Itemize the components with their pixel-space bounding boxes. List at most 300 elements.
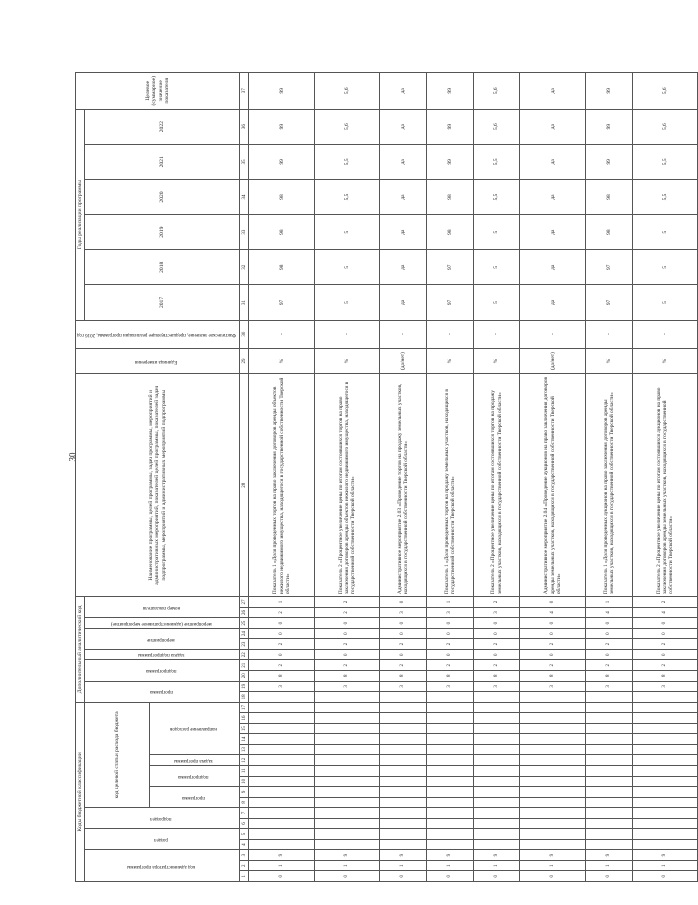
code-cell — [249, 723, 314, 734]
column-index-cell: 8 — [240, 797, 249, 808]
code-cell: 9 — [473, 850, 520, 861]
code-cell — [585, 744, 632, 755]
code-cell: 1 — [427, 860, 474, 871]
year-value-cell: да — [520, 250, 585, 285]
row-name-cell: Административное мероприятие 2.03 «Проведение торгов на продажу земельных участков, находящихся в государственной собственности Тверской области» — [380, 374, 427, 597]
code-cell — [520, 713, 585, 724]
program-indicators-table — [75, 72, 698, 882]
target-value-header: Целевое (суммарное) значение показателя — [76, 73, 240, 110]
code-cell: 9 — [380, 850, 427, 861]
code-cell: 8 — [473, 671, 520, 682]
code-cell — [249, 692, 314, 703]
code-cell — [520, 787, 585, 798]
year-value-cell: 5 — [473, 285, 520, 320]
years-header: Годы реализации программы — [76, 109, 85, 320]
year-value-cell: 5 — [314, 250, 379, 285]
code-cell — [632, 818, 698, 829]
code-cell — [380, 692, 427, 703]
year-value-cell: да — [380, 250, 427, 285]
row-name-cell: Показатель 2 «Процентное увеличение цены по итогам состоявшихся торгов на право заключения договоров аренды объектов нежилого недвижимого имущества, находящегося в государственной собственности Тверской области» — [314, 374, 379, 597]
year-value-cell: 97 — [427, 285, 474, 320]
code-cell: 3 — [427, 607, 474, 618]
expense-direction-header: направление расходов — [150, 702, 240, 755]
code-cell — [380, 839, 427, 850]
code-cell: 2 — [632, 639, 698, 650]
code-cell: 2 — [314, 639, 379, 650]
code-cell: 0 — [427, 628, 474, 639]
code-cell — [632, 755, 698, 766]
code-cell — [632, 765, 698, 776]
row-name-cell: Показатель 2 «Процентное увеличение цены по итогам состоявшихся аукционов на право заключения договоров аренды земельных участков, находящихся в государственной собственности Тверской области» — [632, 374, 698, 597]
code-cell — [520, 723, 585, 734]
code-cell: 0 — [585, 649, 632, 660]
code-cell: 9 — [249, 850, 314, 861]
code-cell: 2 — [427, 660, 474, 671]
code-cell — [427, 839, 474, 850]
code-cell — [314, 765, 379, 776]
code-cell — [632, 702, 698, 713]
an-subprogram-header: подпрограмма — [85, 660, 240, 681]
target-value-cell: 99 — [249, 73, 314, 110]
year-value-cell: 98 — [585, 179, 632, 214]
code-cell — [249, 713, 314, 724]
column-index-row — [240, 73, 249, 882]
year-value-cell: 99 — [585, 144, 632, 179]
code-cell — [632, 808, 698, 819]
code-cell: 2 — [380, 639, 427, 650]
year-value-cell: 5 — [473, 250, 520, 285]
code-cell: 3 — [380, 607, 427, 618]
code-cell — [314, 776, 379, 787]
code-cell: 0 — [380, 628, 427, 639]
code-cell: 2 — [314, 597, 379, 608]
code-cell — [585, 787, 632, 798]
year-value-cell: 5,6 — [314, 109, 379, 144]
code-cell — [427, 808, 474, 819]
year-value-cell: 5 — [314, 285, 379, 320]
code-cell — [380, 702, 427, 713]
year-value-cell: да — [520, 109, 585, 144]
code-cell: 0 — [585, 628, 632, 639]
code-cell — [632, 744, 698, 755]
year-value-cell: 97 — [249, 285, 314, 320]
unit-cell: % — [585, 348, 632, 374]
year-value-cell: 5,5 — [632, 179, 698, 214]
code-cell — [520, 808, 585, 819]
year-value-cell: 99 — [249, 144, 314, 179]
fact-cell: - — [585, 320, 632, 348]
code-cell — [427, 702, 474, 713]
code-cell — [249, 839, 314, 850]
year-value-cell: 99 — [585, 109, 632, 144]
code-cell — [473, 797, 520, 808]
code-cell — [632, 839, 698, 850]
year-2022-header: 2022 — [85, 109, 240, 144]
column-index-cell: 23 — [240, 639, 249, 650]
code-cell — [473, 839, 520, 850]
column-index-cell: 14 — [240, 734, 249, 745]
code-cell — [473, 744, 520, 755]
code-cell — [427, 755, 474, 766]
code-cell: 1 — [380, 860, 427, 871]
code-cell — [632, 797, 698, 808]
code-cell: 3 — [249, 681, 314, 692]
code-cell: 0 — [585, 871, 632, 882]
name-column-header: Наименование программы, целей программы, задач программы, мероприятий и административных мероприятий, показателей целей программы, показателей задач подпрограммы, мероприятий и административных мероприятий подпрограммы — [76, 374, 240, 597]
fact-cell: - — [427, 320, 474, 348]
code-cell: 3 — [427, 681, 474, 692]
year-2019-header: 2019 — [85, 215, 240, 250]
year-value-cell: да — [380, 109, 427, 144]
code-cell: 2 — [314, 607, 379, 618]
table-row — [473, 73, 520, 882]
code-cell — [427, 765, 474, 776]
code-cell: 0 — [249, 649, 314, 660]
code-cell — [585, 818, 632, 829]
table-row — [520, 73, 585, 882]
code-cell: 1 — [314, 860, 379, 871]
target-value-cell: 99 — [585, 73, 632, 110]
column-index-cell: 3 — [240, 850, 249, 861]
code-cell — [249, 808, 314, 819]
code-cell: 0 — [520, 628, 585, 639]
year-value-cell: 98 — [427, 215, 474, 250]
code-cell — [380, 755, 427, 766]
code-cell: 2 — [520, 660, 585, 671]
fact-cell: - — [249, 320, 314, 348]
code-cell — [314, 744, 379, 755]
code-cell: 2 — [314, 660, 379, 671]
code-cell: 2 — [473, 639, 520, 650]
code-cell — [585, 829, 632, 840]
code-cell — [314, 723, 379, 734]
column-index-cell: 31 — [240, 285, 249, 320]
target-value-cell: 5,6 — [473, 73, 520, 110]
code-cell: 0 — [249, 871, 314, 882]
code-cell — [427, 734, 474, 745]
code-cell: 8 — [249, 671, 314, 682]
year-value-cell: да — [380, 215, 427, 250]
code-cell: 2 — [427, 639, 474, 650]
code-cell: 8 — [520, 671, 585, 682]
column-index-cell: 28 — [240, 374, 249, 597]
code-cell — [380, 723, 427, 734]
year-value-cell: 5,5 — [632, 144, 698, 179]
code-cell: 0 — [427, 649, 474, 660]
code-cell — [427, 818, 474, 829]
column-index-cell: 37 — [240, 73, 249, 110]
code-cell — [427, 829, 474, 840]
code-cell — [473, 787, 520, 798]
subsection-header: подраздел — [85, 808, 240, 829]
column-index-cell: 2 — [240, 860, 249, 871]
admin-code-header: код администратора программы — [85, 850, 240, 882]
code-cell — [314, 829, 379, 840]
code-cell — [427, 713, 474, 724]
code-cell — [314, 702, 379, 713]
year-value-cell: 97 — [585, 285, 632, 320]
code-cell: 1 — [632, 860, 698, 871]
code-cell — [427, 776, 474, 787]
column-index-cell: 27 — [240, 597, 249, 608]
code-cell: 9 — [314, 850, 379, 861]
budget-classification-header: Коды бюджетной классификации — [76, 702, 85, 881]
code-cell: 0 — [314, 649, 379, 660]
year-value-cell: да — [380, 144, 427, 179]
year-value-cell: 5,5 — [314, 179, 379, 214]
code-cell: 4 — [632, 607, 698, 618]
code-cell — [520, 734, 585, 745]
code-cell: 0 — [520, 871, 585, 882]
code-cell — [249, 765, 314, 776]
code-cell: 0 — [314, 618, 379, 629]
code-cell: 0 — [520, 649, 585, 660]
year-2021-header: 2021 — [85, 144, 240, 179]
code-cell: 3 — [473, 681, 520, 692]
code-cell: 0 — [632, 649, 698, 660]
code-cell — [585, 808, 632, 819]
table-row — [585, 73, 632, 882]
column-index-cell: 16 — [240, 713, 249, 724]
year-value-cell: 5,5 — [473, 179, 520, 214]
code-cell — [473, 818, 520, 829]
code-cell: 1 — [585, 860, 632, 871]
row-name-cell: Показатель 2 «Процентное увеличение цены по итогам состоявшихся торгов на продажу земельных участков, находящихся в государственной собственности Тверской области» — [473, 374, 520, 597]
code-cell — [473, 734, 520, 745]
code-cell: 3 — [632, 681, 698, 692]
fact-cell: - — [473, 320, 520, 348]
code-cell — [249, 744, 314, 755]
year-value-cell: да — [520, 179, 585, 214]
column-index-cell: 29 — [240, 348, 249, 374]
year-value-cell: 5 — [314, 215, 379, 250]
year-value-cell: да — [520, 215, 585, 250]
code-cell — [520, 692, 585, 703]
code-cell: 0 — [473, 649, 520, 660]
code-cell: 2 — [249, 607, 314, 618]
program-table-sheet — [75, 72, 674, 882]
code-cell — [380, 776, 427, 787]
code-cell — [632, 829, 698, 840]
code-cell: 0 — [473, 871, 520, 882]
year-value-cell: 5,5 — [314, 144, 379, 179]
code-cell — [632, 787, 698, 798]
target-value-cell: да — [520, 73, 585, 110]
code-cell — [632, 713, 698, 724]
code-cell: 0 — [585, 618, 632, 629]
column-index-cell: 26 — [240, 607, 249, 618]
code-cell: 9 — [520, 850, 585, 861]
program-task-header: задача программы — [150, 755, 240, 766]
code-cell — [380, 744, 427, 755]
code-cell: 0 — [632, 871, 698, 882]
code-cell — [632, 723, 698, 734]
unit-cell: % — [249, 348, 314, 374]
page-number: 30 — [67, 452, 78, 462]
table-row — [314, 73, 379, 882]
column-index-cell: 9 — [240, 787, 249, 798]
code-cell: 0 — [249, 628, 314, 639]
year-value-cell: 98 — [249, 179, 314, 214]
code-cell — [520, 702, 585, 713]
column-index-cell: 24 — [240, 628, 249, 639]
code-cell: 3 — [585, 681, 632, 692]
an-program-header: программа — [85, 681, 240, 702]
column-index-cell: 12 — [240, 755, 249, 766]
code-cell: 2 — [473, 660, 520, 671]
code-cell: 4 — [585, 607, 632, 618]
code-cell — [473, 776, 520, 787]
code-cell: 0 — [520, 618, 585, 629]
column-index-cell: 35 — [240, 144, 249, 179]
code-cell — [314, 839, 379, 850]
code-cell — [520, 797, 585, 808]
column-index-cell: 21 — [240, 660, 249, 671]
code-cell — [380, 787, 427, 798]
code-cell — [520, 765, 585, 776]
target-value-cell: 5,6 — [632, 73, 698, 110]
code-cell: 9 — [585, 850, 632, 861]
code-cell — [249, 734, 314, 745]
code-cell — [473, 829, 520, 840]
code-cell — [314, 734, 379, 745]
code-cell: 3 — [473, 607, 520, 618]
code-cell — [314, 692, 379, 703]
table-row — [427, 73, 474, 882]
unit-cell: % — [632, 348, 698, 374]
code-cell — [520, 839, 585, 850]
column-index-cell: 33 — [240, 215, 249, 250]
year-value-cell: да — [380, 179, 427, 214]
code-cell — [585, 692, 632, 703]
year-value-cell: да — [380, 285, 427, 320]
column-index-cell: 11 — [240, 765, 249, 776]
code-cell — [427, 744, 474, 755]
fact-cell: - — [520, 320, 585, 348]
code-cell: 0 — [473, 618, 520, 629]
code-cell: 0 — [314, 628, 379, 639]
an-indicator-header: номер показателя — [85, 597, 240, 618]
program-code-header: программа — [150, 787, 240, 808]
code-cell — [314, 713, 379, 724]
column-index-cell: 10 — [240, 776, 249, 787]
code-cell — [249, 829, 314, 840]
code-cell — [380, 829, 427, 840]
column-index-cell: 22 — [240, 649, 249, 660]
code-cell — [473, 765, 520, 776]
unit-cell: % — [473, 348, 520, 374]
year-2017-header: 2017 — [85, 285, 240, 320]
year-value-cell: 98 — [249, 250, 314, 285]
year-value-cell: 97 — [427, 250, 474, 285]
code-cell: 1 — [585, 597, 632, 608]
target-value-cell: да — [380, 73, 427, 110]
fact-cell: - — [632, 320, 698, 348]
column-index-cell: 4 — [240, 839, 249, 850]
column-index-cell: 5 — [240, 829, 249, 840]
table-row — [249, 73, 314, 882]
code-cell — [520, 755, 585, 766]
code-cell — [249, 818, 314, 829]
year-value-cell: 5,6 — [632, 109, 698, 144]
code-cell — [473, 755, 520, 766]
code-cell — [585, 723, 632, 734]
year-value-cell: 99 — [249, 109, 314, 144]
year-value-cell: 5 — [632, 250, 698, 285]
code-cell: 2 — [632, 597, 698, 608]
code-cell: 0 — [380, 649, 427, 660]
target-code-header: код целевой статьи расхода бюджета — [85, 702, 150, 808]
code-cell: 2 — [520, 639, 585, 650]
code-cell — [314, 808, 379, 819]
code-cell — [520, 818, 585, 829]
code-cell: 2 — [249, 660, 314, 671]
year-value-cell: 99 — [427, 144, 474, 179]
column-index-cell: 32 — [240, 250, 249, 285]
row-name-cell: Показатель 1 «Доля проведенных торгов на право заключения договоров аренды объектов нежилого недвижимого имущества, находящегося в государственной собственности Тверской области» — [249, 374, 314, 597]
code-cell — [585, 776, 632, 787]
column-index-cell: 34 — [240, 179, 249, 214]
section-header: раздел — [85, 829, 240, 850]
column-index-cell: 1 — [240, 871, 249, 882]
code-cell: 3 — [314, 681, 379, 692]
unit-cell: % — [314, 348, 379, 374]
code-cell: 8 — [380, 671, 427, 682]
code-cell — [380, 734, 427, 745]
code-cell: 2 — [585, 660, 632, 671]
year-value-cell: 99 — [427, 109, 474, 144]
code-cell — [380, 818, 427, 829]
column-index-cell: 17 — [240, 702, 249, 713]
year-value-cell: 5,5 — [473, 144, 520, 179]
code-cell: 2 — [585, 639, 632, 650]
year-value-cell: 98 — [427, 179, 474, 214]
code-cell — [473, 702, 520, 713]
column-index-cell: 18 — [240, 692, 249, 703]
row-name-cell: Показатель 1 «Доля проведенных аукционов на право заключения договоров аренды земельных участков, находящихся в государственной собственности Тверской области» — [585, 374, 632, 597]
code-cell — [249, 755, 314, 766]
code-cell: 8 — [427, 671, 474, 682]
code-cell: 4 — [520, 607, 585, 618]
year-value-cell: 98 — [249, 215, 314, 250]
code-cell: 0 — [520, 597, 585, 608]
code-cell — [249, 776, 314, 787]
code-cell — [380, 797, 427, 808]
code-cell — [585, 797, 632, 808]
column-index-cell: 36 — [240, 109, 249, 144]
code-cell — [585, 755, 632, 766]
target-value-cell: 99 — [427, 73, 474, 110]
code-cell: 1 — [427, 597, 474, 608]
column-index-cell: 15 — [240, 723, 249, 734]
column-index-cell: 20 — [240, 671, 249, 682]
code-cell: 2 — [632, 660, 698, 671]
year-value-cell: 5 — [632, 285, 698, 320]
table-row — [380, 73, 427, 882]
code-cell: 2 — [249, 639, 314, 650]
code-cell: 0 — [632, 628, 698, 639]
code-cell: 0 — [427, 871, 474, 882]
code-cell — [314, 787, 379, 798]
code-cell: 1 — [520, 860, 585, 871]
row-name-cell: Показатель 1 «Доля проведенных торгов на продажу земельных участков, находящихся в государственной собственности Тверской области» — [427, 374, 474, 597]
column-index-cell: 13 — [240, 744, 249, 755]
code-cell — [473, 692, 520, 703]
code-cell: 0 — [380, 871, 427, 882]
table-row — [632, 73, 698, 882]
year-2020-header: 2020 — [85, 179, 240, 214]
column-index-cell: 7 — [240, 808, 249, 819]
